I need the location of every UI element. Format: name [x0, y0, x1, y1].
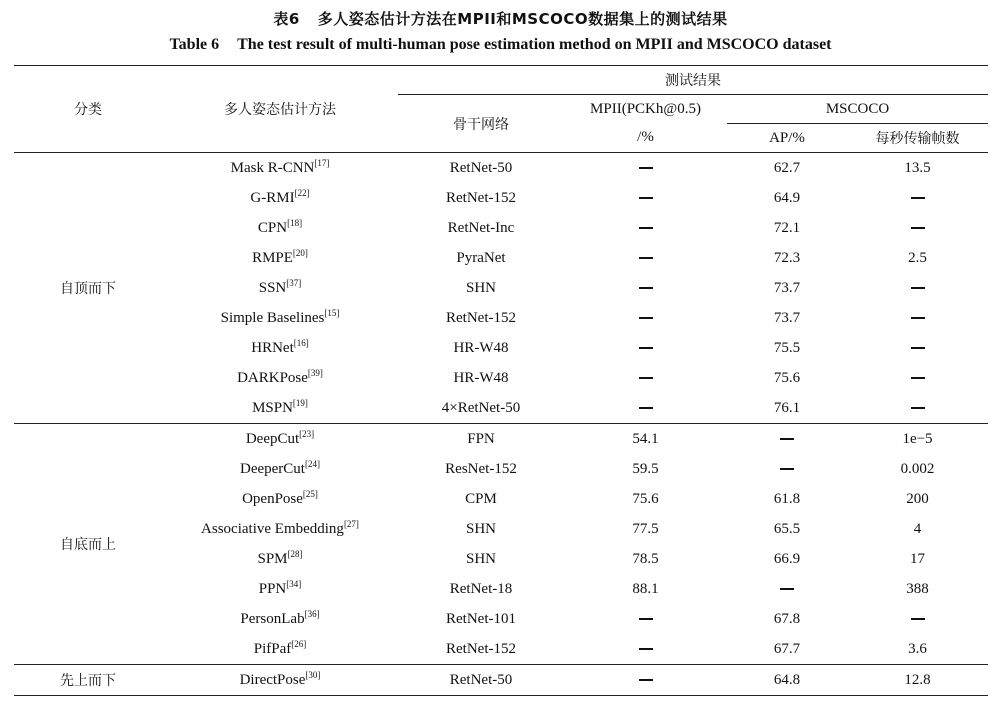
category-cell: 先上而下	[14, 665, 162, 696]
backbone-cell: SHN	[465, 279, 496, 296]
ap-cell: 64.8	[727, 665, 847, 696]
header-mpii-line2: /%	[637, 129, 654, 146]
header-mpii-line1: MPII(PCKh@0.5)	[590, 100, 701, 117]
method-reference: [27]	[343, 518, 359, 529]
method-cell	[162, 183, 398, 213]
ap-cell: 75.6	[773, 369, 801, 386]
table-caption-cn	[0, 8, 1001, 29]
caption-en-label: Table 6	[169, 36, 220, 53]
dash-mark	[639, 679, 653, 681]
dash-mark	[911, 407, 925, 409]
dash-mark	[911, 618, 925, 620]
method-cell	[162, 393, 398, 424]
fps-cell: 12.8	[847, 665, 988, 696]
method-reference: [37]	[286, 277, 302, 288]
method-cell	[162, 303, 398, 333]
method-reference: [19]	[292, 397, 308, 408]
dash-mark	[639, 167, 653, 169]
ap-cell: 64.9	[773, 189, 801, 206]
dash-mark	[911, 287, 925, 289]
backbone-cell: RetNet-152	[446, 640, 516, 657]
fps-cell: 4	[913, 520, 922, 537]
method-reference: [39]	[307, 367, 323, 378]
dash-mark	[639, 618, 653, 620]
fps-cell: 1e−5	[847, 424, 988, 455]
method-name: PifPaf	[253, 640, 292, 657]
ap-cell: 61.8	[773, 490, 801, 507]
method-name: Simple Baselines	[220, 309, 325, 326]
dash-mark	[639, 347, 653, 349]
method-name: PPN	[258, 580, 287, 597]
mpii-cell	[564, 665, 727, 696]
ap-cell	[727, 574, 847, 604]
table-row	[14, 153, 988, 184]
method-cell	[162, 363, 398, 393]
table-caption-en	[0, 36, 1001, 54]
method-name: CPN	[257, 219, 288, 236]
backbone-cell: ResNet-152	[445, 460, 517, 477]
ap-cell: 72.3	[773, 249, 801, 266]
method-cell	[162, 484, 398, 514]
backbone-cell: RetNet-Inc	[447, 219, 515, 236]
method-cell	[162, 243, 398, 273]
method-name: RMPE	[252, 249, 293, 266]
dash-mark	[639, 257, 653, 259]
backbone-cell: CPM	[465, 490, 497, 507]
backbone-cell: PyraNet	[456, 249, 506, 266]
backbone-cell: SHN	[465, 520, 496, 537]
mpii-cell	[564, 393, 727, 424]
mpii-cell	[564, 153, 727, 184]
fps-cell	[847, 393, 988, 424]
mpii-cell	[564, 333, 727, 363]
fps-cell: 13.5	[847, 153, 988, 184]
method-name: SSN	[258, 279, 287, 296]
ap-cell: 73.7	[773, 309, 801, 326]
fps-cell: 2.5	[908, 249, 927, 266]
category-cell: 自顶而下	[14, 153, 162, 424]
fps-cell: 388	[906, 580, 929, 597]
mpii-cell	[564, 183, 727, 213]
backbone-cell: SHN	[465, 550, 496, 567]
dash-mark	[780, 438, 794, 440]
backbone-cell: RetNet-50	[398, 665, 564, 696]
mpii-cell	[564, 363, 727, 393]
caption-cn-text: 多人姿态估计方法在MPII和MSCOCO数据集上的测试结果	[317, 10, 728, 28]
ap-cell: 66.9	[773, 550, 801, 567]
fps-cell: 3.6	[908, 640, 927, 657]
fps-cell	[847, 363, 988, 393]
method-cell	[162, 333, 398, 363]
dash-mark	[911, 317, 925, 319]
mpii-cell	[564, 604, 727, 634]
backbone-cell: HR-W48	[453, 339, 509, 356]
caption-cn-label: 表6	[273, 10, 300, 28]
ap-cell: 75.5	[773, 339, 801, 356]
caption-en-text: The test result of multi-human pose estimation method on MPII and MSCOCO dataset	[237, 36, 832, 53]
method-reference: [25]	[302, 488, 318, 499]
fps-cell	[847, 303, 988, 333]
header-method: 多人姿态估计方法	[162, 66, 398, 153]
dash-mark	[639, 227, 653, 229]
backbone-cell: RetNet-152	[446, 309, 516, 326]
method-name: MSPN	[252, 399, 293, 416]
method-reference: [30]	[305, 669, 321, 680]
fps-cell	[847, 604, 988, 634]
fps-cell	[847, 273, 988, 303]
ap-cell: 76.1	[773, 399, 801, 416]
dash-mark	[911, 197, 925, 199]
fps-cell	[847, 183, 988, 213]
method-name: PersonLab	[240, 610, 305, 627]
method-reference: [17]	[314, 157, 330, 168]
mpii-cell: 88.1	[632, 580, 659, 597]
ap-cell: 72.1	[773, 219, 801, 236]
method-cell	[162, 604, 398, 634]
method-cell	[162, 153, 398, 184]
dash-mark	[911, 347, 925, 349]
method-reference: [26]	[291, 638, 307, 649]
header-category: 分类	[14, 66, 162, 153]
mpii-cell: 78.5	[632, 550, 659, 567]
backbone-cell: RetNet-152	[446, 189, 516, 206]
method-reference: [24]	[304, 458, 320, 469]
method-reference: [34]	[286, 578, 302, 589]
backbone-cell: 4×RetNet-50	[441, 399, 521, 416]
method-reference: [28]	[287, 548, 303, 559]
method-reference: [23]	[299, 428, 315, 439]
backbone-cell: RetNet-18	[449, 580, 513, 597]
dash-mark	[911, 377, 925, 379]
dash-mark	[639, 648, 653, 650]
mpii-cell: 59.5	[632, 460, 659, 477]
dash-mark	[639, 377, 653, 379]
dash-mark	[911, 227, 925, 229]
header-results: 测试结果	[398, 66, 988, 95]
method-reference: [16]	[293, 337, 309, 348]
method-cell	[162, 574, 398, 604]
method-reference: [20]	[292, 247, 308, 258]
method-name: DirectPose	[239, 671, 306, 688]
method-cell	[162, 213, 398, 243]
mpii-cell	[564, 634, 727, 665]
mpii-cell	[564, 243, 727, 273]
category-cell: 自底而上	[14, 424, 162, 665]
dash-mark	[639, 197, 653, 199]
ap-cell: 67.7	[773, 640, 801, 657]
mpii-cell: 77.5	[632, 520, 659, 537]
header-backbone: 骨干网络	[453, 116, 509, 133]
method-cell	[162, 634, 398, 665]
dash-mark	[639, 407, 653, 409]
mpii-cell	[564, 273, 727, 303]
results-table	[14, 65, 988, 696]
fps-cell: 17	[910, 550, 925, 567]
dash-mark	[780, 468, 794, 470]
method-name: DeeperCut	[240, 460, 305, 477]
method-cell	[162, 544, 398, 574]
backbone-cell: RetNet-101	[446, 610, 516, 627]
ap-cell: 65.5	[773, 520, 801, 537]
header-mscoco: MSCOCO	[727, 95, 988, 124]
fps-cell	[847, 333, 988, 363]
method-cell	[162, 273, 398, 303]
method-name: DeepCut	[245, 430, 300, 447]
method-name: Mask R-CNN	[230, 159, 315, 176]
ap-cell	[727, 454, 847, 484]
mpii-cell: 75.6	[632, 490, 659, 507]
table-row	[14, 424, 988, 455]
method-reference: [22]	[294, 187, 310, 198]
backbone-cell: RetNet-50	[398, 153, 564, 184]
dash-mark	[780, 588, 794, 590]
ap-cell: 67.8	[773, 610, 801, 627]
method-reference: [18]	[287, 217, 303, 228]
backbone-cell: HR-W48	[453, 369, 509, 386]
table-row	[14, 665, 988, 696]
method-name: OpenPose	[242, 490, 303, 507]
backbone-cell: FPN	[398, 424, 564, 455]
header-fps: 每秒传输帧数	[875, 131, 960, 147]
ap-cell: 62.7	[727, 153, 847, 184]
method-name: G-RMI	[250, 189, 295, 206]
method-name: DARKPose	[237, 369, 308, 386]
dash-mark	[639, 317, 653, 319]
fps-cell: 200	[906, 490, 929, 507]
method-cell	[162, 665, 398, 696]
method-cell	[162, 454, 398, 484]
dash-mark	[639, 287, 653, 289]
method-reference: [36]	[304, 608, 320, 619]
mpii-cell	[564, 303, 727, 333]
ap-cell: 73.7	[773, 279, 801, 296]
fps-cell	[847, 213, 988, 243]
mpii-cell	[564, 213, 727, 243]
ap-cell	[727, 424, 847, 455]
method-name: HRNet	[251, 339, 294, 356]
header-ap: AP/%	[769, 129, 805, 146]
method-cell	[162, 514, 398, 544]
method-reference: [15]	[324, 307, 340, 318]
mpii-cell: 54.1	[564, 424, 727, 455]
fps-cell: 0.002	[900, 460, 935, 477]
method-cell	[162, 424, 398, 455]
method-name: SPM	[257, 550, 288, 567]
method-name: Associative Embedding	[201, 520, 344, 537]
